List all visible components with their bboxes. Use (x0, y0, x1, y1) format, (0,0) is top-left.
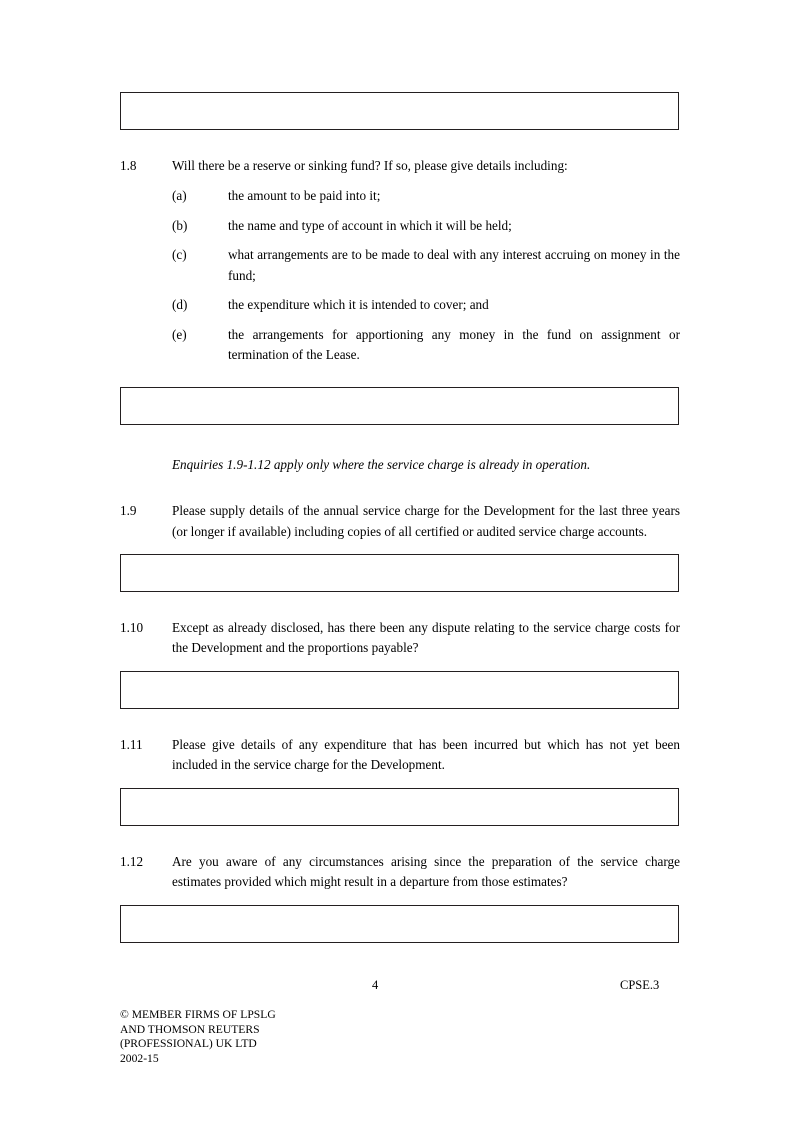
page-number: 4 (372, 978, 379, 992)
copyright-line: © MEMBER FIRMS OF LPSLG (120, 1008, 276, 1021)
sub-item-label: (d) (172, 297, 188, 313)
enquiry-text: Except as already disclosed, has there been any dispute relating to the service charge costs for the Development and the proportions payable? (172, 619, 680, 656)
sub-item-label: (c) (172, 247, 187, 263)
document-code: CPSE.3 (620, 978, 660, 992)
sub-item-text: what arrangements are to be made to deal with any interest accruing on money in the fund; (228, 247, 680, 283)
enquiry-number: 1.10 (120, 619, 144, 635)
sub-item (172, 325, 680, 366)
enquiry-1-10 (120, 618, 680, 659)
enquiry-number: 1.8 (120, 158, 137, 173)
sub-item-text: the amount to be paid into it; (228, 188, 381, 204)
enquiry-number: 1.9 (120, 503, 137, 519)
sub-item (172, 216, 680, 236)
sub-item-text: the expenditure which it is intended to cover; and (228, 297, 489, 313)
enquiry-1-8 (120, 156, 680, 176)
sub-item-label: (e) (172, 326, 187, 342)
answer-box-1-8[interactable] (120, 387, 679, 425)
sub-item-label: (b) (172, 217, 188, 233)
document-content (120, 92, 680, 943)
enquiry-1-8-sublist (172, 186, 680, 365)
enquiry-1-9 (120, 501, 680, 542)
sub-item (172, 186, 680, 206)
sub-item-text: the arrangements for apportioning any money in the fund on assignment or termination of the Lease. (228, 326, 680, 363)
enquiry-text: Please give details of any expenditure that has been incurred but which has not yet been included in the service charge for the Development. (172, 736, 680, 773)
copyright-line: 2002-15 (120, 1052, 159, 1066)
copyright-line: (PROFESSIONAL) UK LTD (120, 1037, 257, 1051)
answer-box-1-12[interactable] (120, 905, 679, 943)
sub-item (172, 245, 680, 286)
page-footer (0, 978, 800, 1128)
section-note: Enquiries 1.9-1.12 apply only where the service charge is already in operation. (172, 456, 591, 472)
answer-box-1-11[interactable] (120, 788, 679, 826)
enquiry-text: Will there be a reserve or sinking fund? If so, please give details including: (172, 158, 568, 173)
enquiry-1-11 (120, 735, 680, 776)
sub-item-label: (a) (172, 188, 187, 204)
copyright-line: AND THOMSON REUTERS (120, 1022, 260, 1036)
enquiry-number: 1.12 (120, 853, 144, 869)
enquiry-text: Please supply details of the annual service charge for the Development for the last three years (or longer if available) including copies of all certified or audited service charge accounts. (172, 503, 680, 539)
sub-item (172, 295, 680, 315)
enquiry-1-12 (120, 852, 680, 893)
enquiry-text: Are you aware of any circumstances arising since the preparation of the service charge estimates provided which might result in a departure from those estimates? (172, 853, 680, 890)
answer-box-continued[interactable] (120, 92, 679, 130)
sub-item-text: the name and type of account in which it will be held; (228, 217, 512, 233)
copyright-notice (120, 1008, 310, 1067)
enquiry-number: 1.11 (120, 736, 143, 752)
answer-box-1-9[interactable] (120, 554, 679, 592)
answer-box-1-10[interactable] (120, 671, 679, 709)
